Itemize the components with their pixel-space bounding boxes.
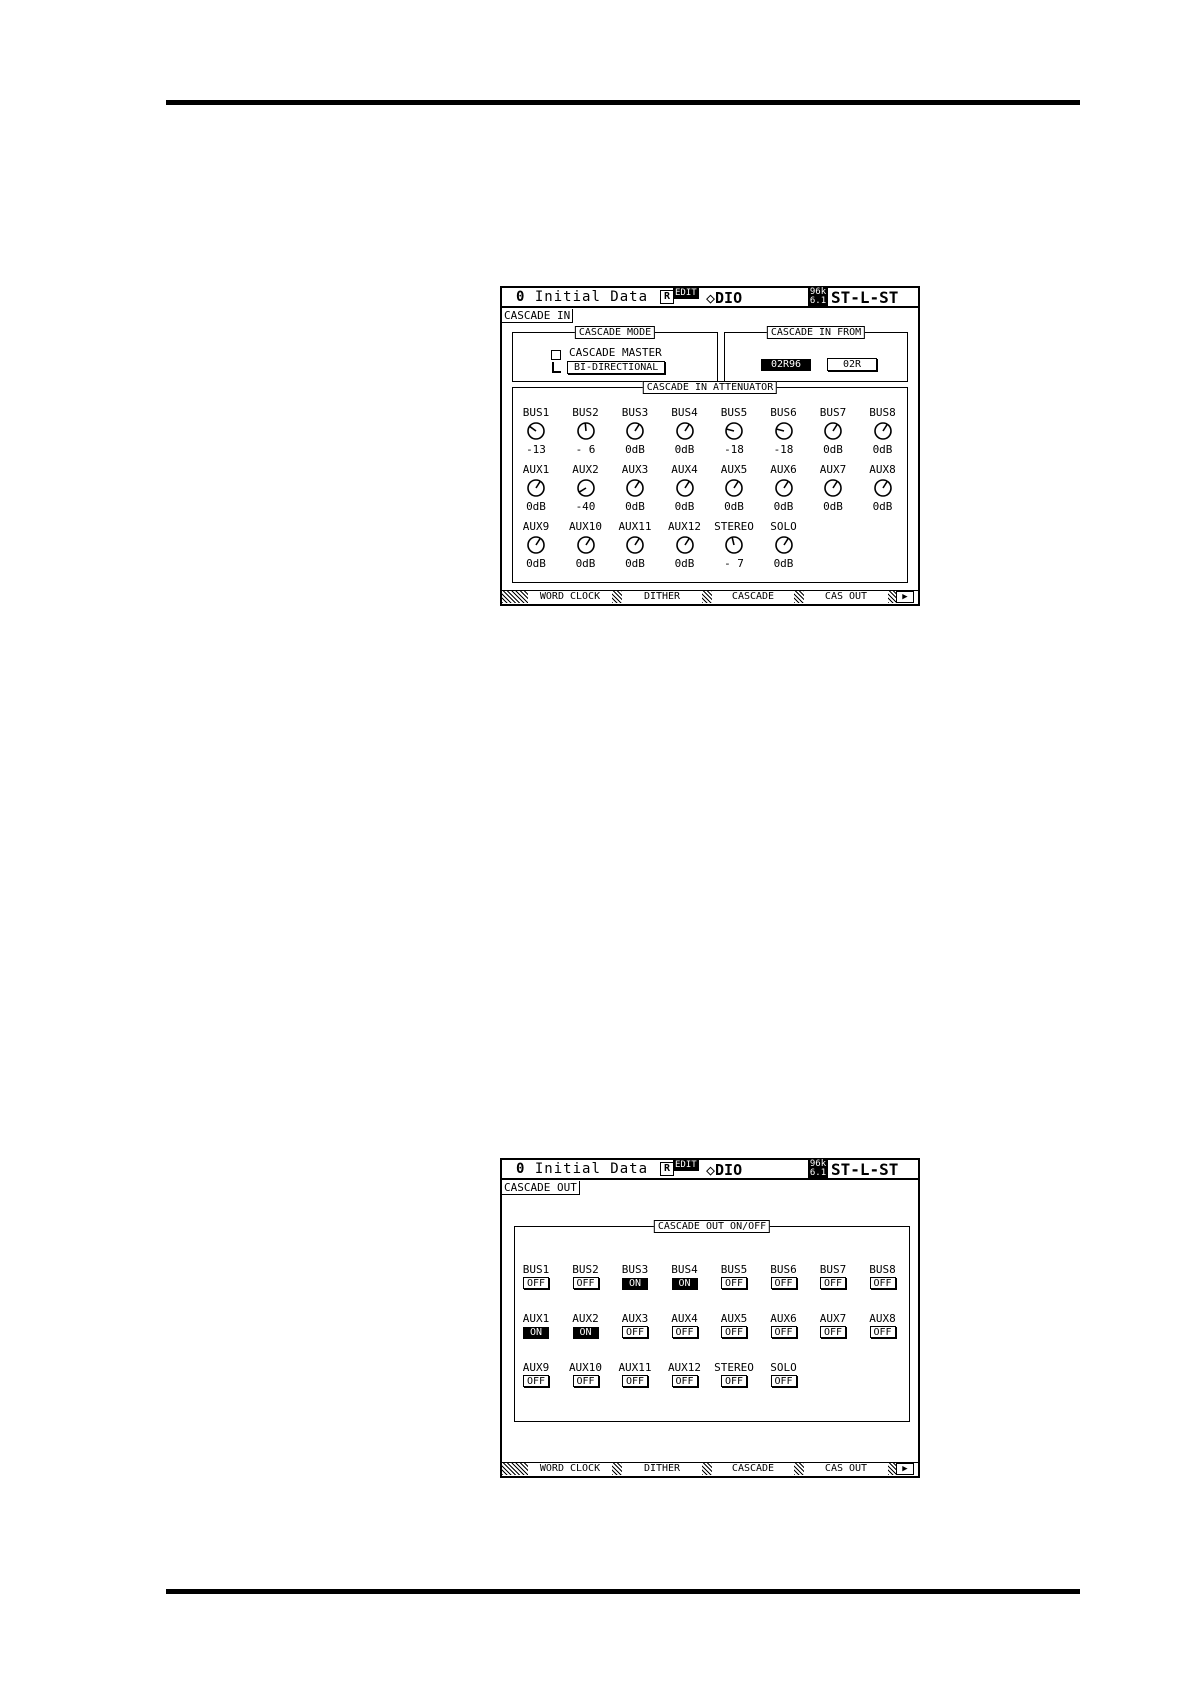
channel-name: BUS4 xyxy=(671,406,698,419)
knob-icon[interactable] xyxy=(675,478,695,498)
tab-dither[interactable]: DITHER xyxy=(643,1463,681,1474)
channel-name: SOLO xyxy=(770,520,797,533)
knob-icon[interactable] xyxy=(823,478,843,498)
tab-divider xyxy=(612,591,622,603)
knob-icon[interactable] xyxy=(526,421,546,441)
channel-name: BUS4 xyxy=(671,1263,698,1276)
knob-icon[interactable] xyxy=(526,535,546,555)
cascade-out-channel xyxy=(859,1263,907,1289)
channel-name: BUS2 xyxy=(572,406,599,419)
meter-label: ST-L-ST xyxy=(831,1160,899,1179)
channel-name: BUS8 xyxy=(869,1263,896,1276)
on-off-toggle[interactable]: OFF xyxy=(721,1277,747,1289)
tab-spacer xyxy=(502,1463,528,1475)
r-badge: R xyxy=(660,290,674,304)
on-off-toggle[interactable]: OFF xyxy=(672,1375,698,1387)
knob-icon[interactable] xyxy=(625,535,645,555)
attenuator-value: 0dB xyxy=(674,500,695,513)
cascade-out-channel xyxy=(512,1263,560,1289)
attenuator-channel xyxy=(710,406,758,456)
channel-name: AUX12 xyxy=(667,520,702,533)
top-rule xyxy=(166,100,1080,105)
channel-name: SOLO xyxy=(770,1361,797,1374)
knob-icon[interactable] xyxy=(675,535,695,555)
on-off-toggle[interactable]: OFF xyxy=(721,1375,747,1387)
sample-rate-badge: 96k 6.1 xyxy=(809,287,827,306)
cascade-out-channel xyxy=(512,1312,560,1339)
attenuator-value: -40 xyxy=(575,500,596,513)
attenuator-channel xyxy=(661,406,709,456)
cascade-out-channel xyxy=(611,1361,659,1387)
cascade-out-channel xyxy=(760,1263,808,1289)
knob-icon[interactable] xyxy=(576,478,596,498)
knob-icon[interactable] xyxy=(675,421,695,441)
channel-name: AUX10 xyxy=(568,520,603,533)
scene-display: 0 Initial Data xyxy=(516,1161,649,1177)
attenuator-channel xyxy=(512,463,560,513)
on-off-toggle[interactable]: OFF xyxy=(820,1326,846,1338)
page-title: CASCADE IN xyxy=(502,309,573,323)
diamond-icon: ◇ xyxy=(706,1161,716,1179)
channel-name: STEREO xyxy=(714,520,754,533)
channel-name: AUX2 xyxy=(572,1312,599,1325)
attenuator-value: 0dB xyxy=(773,500,794,513)
channel-name: AUX1 xyxy=(522,1312,550,1325)
on-off-toggle[interactable]: OFF xyxy=(672,1326,698,1338)
channel-name: BUS3 xyxy=(621,406,649,419)
attenuator-value: 0dB xyxy=(872,443,893,456)
screen-header xyxy=(502,288,918,308)
attenuator-channel xyxy=(760,520,808,570)
knob-icon[interactable] xyxy=(774,535,794,555)
knob-icon[interactable] xyxy=(625,421,645,441)
attenuator-value: 0dB xyxy=(773,557,794,570)
page-name: ◇DIO xyxy=(706,1161,743,1179)
edit-badge: EDIT xyxy=(675,288,697,298)
channel-name: AUX1 xyxy=(522,463,550,476)
on-off-toggle[interactable]: OFF xyxy=(573,1375,599,1387)
channel-name: BUS7 xyxy=(819,1263,847,1276)
attenuator-channel xyxy=(562,406,610,456)
cascade-out-channel xyxy=(661,1361,709,1387)
cascade-out-onoff-label: CASCADE OUT ON/OFF xyxy=(654,1220,770,1233)
bi-directional-button[interactable]: BI-DIRECTIONAL xyxy=(567,361,665,374)
tab-divider xyxy=(702,591,712,603)
tab-divider xyxy=(888,591,896,603)
cascade-in-screen xyxy=(500,286,920,606)
channel-name: BUS1 xyxy=(522,1263,550,1276)
on-off-toggle[interactable]: OFF xyxy=(771,1326,797,1338)
attenuator-channel xyxy=(710,463,758,513)
on-off-toggle[interactable]: ON xyxy=(523,1327,549,1339)
on-off-toggle[interactable]: OFF xyxy=(771,1277,797,1289)
attenuator-channel xyxy=(562,463,610,513)
channel-name: AUX8 xyxy=(869,1312,896,1325)
cascade-out-channel xyxy=(611,1312,659,1338)
channel-name: BUS6 xyxy=(770,1263,797,1276)
channel-name: AUX7 xyxy=(819,1312,847,1325)
cascade-master-checkbox[interactable] xyxy=(551,350,561,360)
source-02r-button[interactable]: 02R xyxy=(827,358,877,371)
attenuator-value: - 6 xyxy=(575,443,596,456)
edit-badge: EDIT xyxy=(675,1160,697,1170)
attenuator-value: 0dB xyxy=(823,443,843,456)
on-off-toggle[interactable]: OFF xyxy=(771,1375,797,1387)
knob-icon[interactable] xyxy=(774,478,794,498)
tab-dither[interactable]: DITHER xyxy=(643,591,681,602)
tab-divider xyxy=(794,591,804,603)
on-off-toggle[interactable]: OFF xyxy=(622,1326,648,1338)
knob-pointer xyxy=(585,423,586,431)
cascade-out-channel xyxy=(760,1361,808,1387)
tab-cas-out[interactable]: CAS OUT xyxy=(824,591,868,602)
channel-name: BUS5 xyxy=(720,1263,748,1276)
attenuator-value: - 7 xyxy=(724,557,744,570)
attenuator-channel xyxy=(710,520,758,570)
tab-bar xyxy=(502,1462,918,1476)
channel-name: AUX7 xyxy=(819,463,847,476)
sample-rate-badge: 96k 6.1 xyxy=(809,1159,827,1178)
on-off-toggle[interactable]: OFF xyxy=(523,1277,549,1289)
channel-name: AUX9 xyxy=(522,1361,550,1374)
channel-name: BUS6 xyxy=(770,406,797,419)
channel-name: AUX6 xyxy=(770,1312,797,1325)
branch-icon xyxy=(552,362,561,373)
channel-name: AUX5 xyxy=(720,1312,748,1325)
scene-display: 0 Initial Data xyxy=(516,289,649,305)
channel-name: BUS2 xyxy=(572,1263,599,1276)
on-off-toggle[interactable]: OFF xyxy=(573,1277,599,1289)
cascade-in-from-label: CASCADE IN FROM xyxy=(767,326,865,339)
channel-name: AUX9 xyxy=(522,520,550,533)
attenuator-channel xyxy=(611,463,659,513)
channel-name: AUX6 xyxy=(770,463,797,476)
channel-name: BUS7 xyxy=(819,406,847,419)
attenuator-value: 0dB xyxy=(625,557,645,570)
tab-bar xyxy=(502,590,918,604)
attenuator-value: 0dB xyxy=(823,500,843,513)
cascade-out-channel xyxy=(562,1312,610,1339)
tab-next-arrow-icon[interactable]: ▶ xyxy=(896,591,914,603)
channel-name: AUX4 xyxy=(671,463,698,476)
channel-name: BUS5 xyxy=(720,406,748,419)
cascade-in-attenuator-label: CASCADE IN ATTENUATOR xyxy=(643,381,777,394)
attenuator-channel xyxy=(562,520,610,570)
tab-divider xyxy=(612,1463,622,1475)
channel-name: AUX8 xyxy=(869,463,896,476)
bottom-rule xyxy=(166,1589,1080,1594)
on-off-toggle[interactable]: OFF xyxy=(622,1375,648,1387)
attenuator-value: 0dB xyxy=(872,500,893,513)
on-off-toggle[interactable]: ON xyxy=(622,1278,648,1290)
channel-name: AUX12 xyxy=(667,1361,702,1374)
attenuator-channel xyxy=(661,463,709,513)
cascade-out-channel xyxy=(661,1312,709,1338)
channel-name: AUX5 xyxy=(720,463,748,476)
cascade-out-channel xyxy=(710,1361,758,1387)
attenuator-channel xyxy=(760,463,808,513)
attenuator-channel xyxy=(760,406,808,456)
tab-cascade[interactable]: CASCADE xyxy=(712,591,794,603)
cascade-out-screen xyxy=(500,1158,920,1478)
cascade-in-from-box xyxy=(724,327,908,382)
tab-cas-out[interactable]: CAS OUT xyxy=(804,1463,888,1475)
tab-divider xyxy=(702,1463,712,1475)
attenuator-value: 0dB xyxy=(625,443,645,456)
attenuator-channel xyxy=(809,406,857,456)
knob-icon[interactable] xyxy=(576,535,596,555)
attenuator-channel xyxy=(859,463,907,513)
attenuator-channel xyxy=(611,520,659,570)
screen-header xyxy=(502,1160,918,1180)
tab-word-clock[interactable]: WORD CLOCK xyxy=(539,591,601,602)
r-badge: R xyxy=(660,1162,674,1176)
knob-icon[interactable] xyxy=(724,478,744,498)
channel-name: AUX4 xyxy=(671,1312,698,1325)
channel-name: AUX10 xyxy=(568,1361,603,1374)
cascade-out-channel xyxy=(809,1263,857,1289)
on-off-toggle[interactable]: OFF xyxy=(523,1375,549,1387)
knob-icon[interactable] xyxy=(526,478,546,498)
knob-icon[interactable] xyxy=(873,421,893,441)
on-off-toggle[interactable]: OFF xyxy=(870,1277,896,1289)
cascade-out-channel xyxy=(760,1312,808,1338)
attenuator-value: 0dB xyxy=(526,557,546,570)
on-off-toggle[interactable]: OFF xyxy=(721,1326,747,1338)
attenuator-value: 0dB xyxy=(674,443,695,456)
attenuator-channel xyxy=(611,406,659,456)
knob-icon[interactable] xyxy=(724,421,744,441)
page-title: CASCADE OUT xyxy=(502,1181,580,1195)
channel-name: AUX11 xyxy=(618,520,652,533)
knob-icon[interactable] xyxy=(774,421,794,441)
cascade-out-channel xyxy=(710,1312,758,1338)
meter-label: ST-L-ST xyxy=(831,288,899,307)
channel-name: BUS1 xyxy=(522,406,550,419)
cascade-out-channel xyxy=(512,1361,560,1387)
attenuator-value: 0dB xyxy=(625,500,645,513)
channel-name: BUS8 xyxy=(869,406,896,419)
channel-name: BUS3 xyxy=(621,1263,649,1276)
source-02r96-button[interactable]: 02R96 xyxy=(761,359,811,371)
tab-divider xyxy=(888,1463,896,1475)
channel-name: AUX3 xyxy=(621,1312,649,1325)
channel-name: AUX11 xyxy=(618,1361,652,1374)
knob-icon[interactable] xyxy=(576,421,596,441)
tab-next-arrow-icon[interactable]: ▶ xyxy=(896,1463,914,1475)
channel-name: AUX3 xyxy=(621,463,649,476)
diamond-icon: ◇ xyxy=(706,289,716,307)
attenuator-value: -18 xyxy=(773,443,794,456)
tab-cascade[interactable]: CASCADE xyxy=(731,1463,775,1474)
channel-name: STEREO xyxy=(714,1361,754,1374)
attenuator-value: 0dB xyxy=(575,557,596,570)
cascade-out-channel xyxy=(562,1361,610,1387)
cascade-out-channel xyxy=(661,1263,709,1290)
attenuator-channel xyxy=(661,520,709,570)
knob-icon[interactable] xyxy=(823,421,843,441)
cascade-mode-label: CASCADE MODE xyxy=(575,326,655,339)
on-off-toggle[interactable]: OFF xyxy=(820,1277,846,1289)
tab-word-clock[interactable]: WORD CLOCK xyxy=(539,1463,601,1474)
cascade-out-channel xyxy=(859,1312,907,1338)
on-off-toggle[interactable]: ON xyxy=(672,1278,698,1290)
tab-divider xyxy=(794,1463,804,1475)
tab-spacer xyxy=(502,591,528,603)
page-name: ◇DIO xyxy=(706,289,743,307)
knob-icon[interactable] xyxy=(873,478,893,498)
attenuator-channel xyxy=(809,463,857,513)
attenuator-channel xyxy=(512,520,560,570)
channel-name: AUX2 xyxy=(572,463,599,476)
attenuator-value: -13 xyxy=(526,443,546,456)
attenuator-channel xyxy=(859,406,907,456)
cascade-out-channel xyxy=(710,1263,758,1289)
attenuator-value: -18 xyxy=(724,443,744,456)
attenuator-value: 0dB xyxy=(526,500,546,513)
cascade-out-channel xyxy=(809,1312,857,1338)
attenuator-value: 0dB xyxy=(724,500,744,513)
attenuator-value: 0dB xyxy=(674,557,695,570)
cascade-master-label: CASCADE MASTER xyxy=(569,346,662,359)
cascade-out-channel xyxy=(562,1263,610,1289)
knob-icon[interactable] xyxy=(724,535,744,555)
knob-icon[interactable] xyxy=(625,478,645,498)
on-off-toggle[interactable]: ON xyxy=(573,1327,599,1339)
cascade-out-channel xyxy=(611,1263,659,1290)
attenuator-channel xyxy=(512,406,560,456)
cascade-mode-box xyxy=(512,327,718,382)
on-off-toggle[interactable]: OFF xyxy=(870,1326,896,1338)
